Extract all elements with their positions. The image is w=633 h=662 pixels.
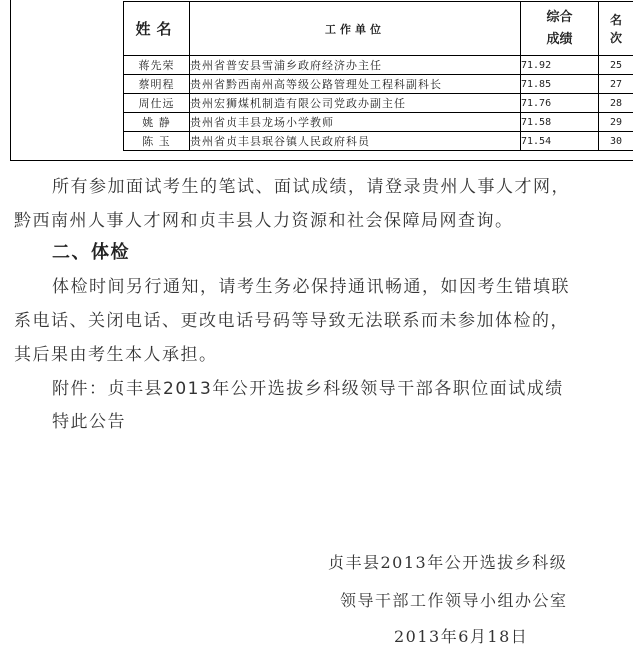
cell-unit: 贵州省黔西南州高等级公路管理处工程科副科长: [190, 75, 521, 94]
cell-rank: 25: [599, 56, 633, 75]
signature-line1: 贞丰县2013年公开选拔乡科级: [328, 553, 568, 572]
cell-rank: 28: [599, 94, 633, 113]
cell-unit: 贵州省贞丰县珉谷镇人民政府科员: [190, 132, 521, 151]
para2-line3: 其后果由考生本人承担。: [14, 345, 218, 365]
section-heading-physical-exam: 二、体检: [52, 242, 130, 263]
header-score-line1: 综合: [546, 9, 573, 25]
cell-rank: 27: [599, 75, 633, 94]
cell-name: 陈 玉: [124, 132, 190, 151]
header-rank-line2: 次: [609, 30, 622, 45]
cell-unit: 贵州宏狮煤机制造有限公司党政办副主任: [190, 94, 521, 113]
score-table-region: [10, 0, 633, 161]
cell-score: 71.54: [521, 132, 599, 151]
cell-score: 71.76: [521, 94, 599, 113]
cell-unit: 贵州省普安县雪浦乡政府经济办主任: [190, 56, 521, 75]
table-header-row: [124, 2, 633, 56]
cell-name: 姚 静: [124, 113, 190, 132]
table-row: [124, 113, 633, 132]
closing-line: 特此公告: [52, 412, 126, 432]
cell-unit: 贵州省贞丰县龙场小学教师: [190, 113, 521, 132]
cell-score: 71.85: [521, 75, 599, 94]
cell-name: 蒋先荣: [124, 56, 190, 75]
header-score-line2: 成绩: [546, 31, 573, 47]
attachment-line: 附件：贞丰县2013年公开选拔乡科级领导干部各职位面试成绩: [52, 379, 564, 399]
signature-date: 2013年6月18日: [394, 627, 529, 646]
cell-name: 蔡明程: [124, 75, 190, 94]
header-rank: [599, 2, 633, 56]
header-unit: 工作单位: [190, 2, 521, 56]
cell-rank: 29: [599, 113, 633, 132]
table-row: [124, 56, 633, 75]
table-row: [124, 94, 633, 113]
cell-score: 71.58: [521, 113, 599, 132]
table-row: [124, 75, 633, 94]
para2-line1: 体检时间另行通知，请考生务必保持通讯畅通，如因考生错填联: [52, 277, 570, 297]
para1-line2: 黔西南州人事人才网和贞丰县人力资源和社会保障局网查询。: [14, 211, 514, 231]
header-score: [521, 2, 599, 56]
cell-score: 71.92: [521, 56, 599, 75]
header-rank-line1: 名: [609, 12, 622, 27]
header-name: 姓名: [124, 2, 190, 56]
cell-name: 周仕远: [124, 94, 190, 113]
signature-line2: 领导干部工作领导小组办公室: [340, 591, 568, 610]
para1-line1: 所有参加面试考生的笔试、面试成绩，请登录贵州人事人才网，: [52, 177, 570, 197]
score-table: [123, 1, 633, 151]
table-row: [124, 132, 633, 151]
cell-rank: 30: [599, 132, 633, 151]
para2-line2: 系电话、关闭电话、更改电话号码等导致无法联系而未参加体检的，: [14, 311, 569, 331]
